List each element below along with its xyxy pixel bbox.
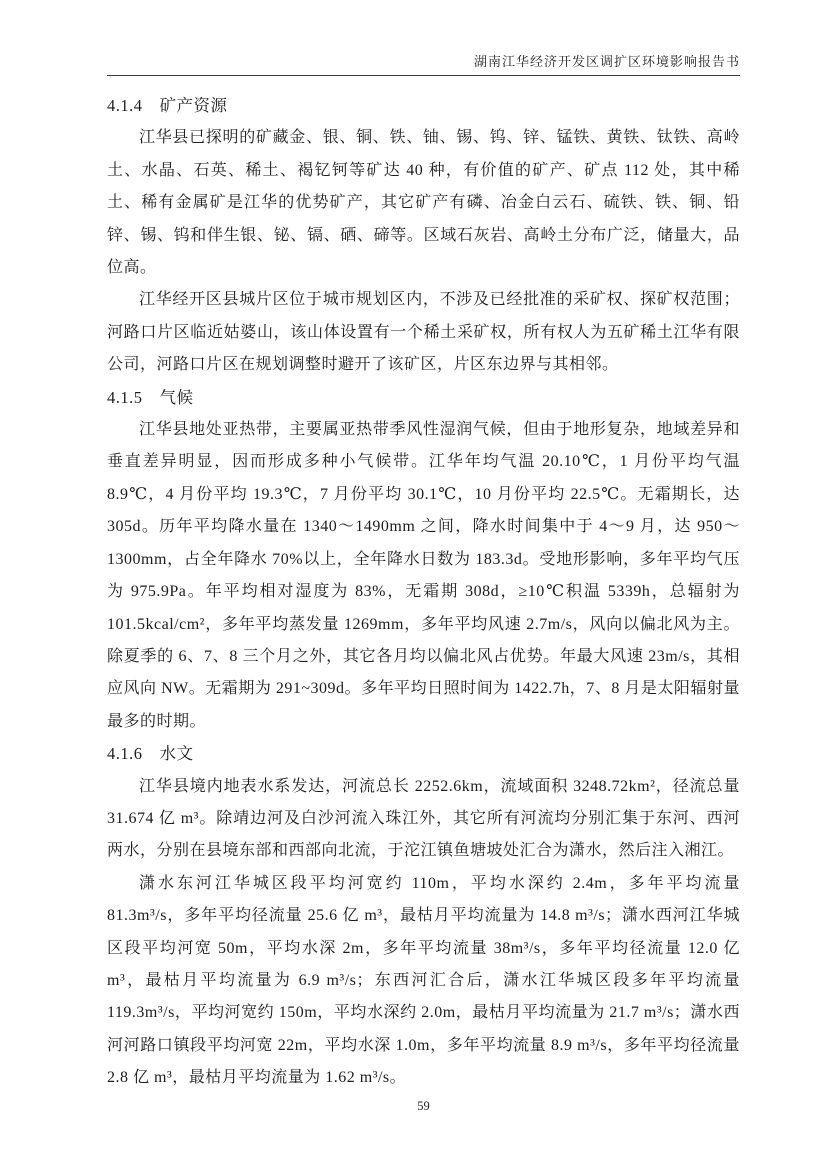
- header-divider: [107, 75, 740, 76]
- paragraph-mineral-resources-2: 江华经开区县城片区位于城市规划区内，不涉及已经批准的采矿权、探矿权范围；河路口片区临近姑婆山，该山体设置有一个稀土采矿权，所有权人为五矿稀土江华有限公司，河路口片区在规划调整时避开了该矿区，片区东边界与其相邻。: [107, 291, 740, 374]
- paragraph-hydrology-1: 江华县境内地表水系发达，河流总长 2252.6km，流域面积 3248.72km²，径流总量 31.674 亿 m³。除靖边河及白沙河流入珠江外，其它所有河流均分别汇集于东河、西河两水，分别在县境东部和西部向北流，于沱江镇鱼塘坡处汇合为潇水，然后注入湘江。: [107, 777, 740, 860]
- paragraph-climate-1: 江华县地处亚热带，主要属亚热带季风性湿润气候，但由于地形复杂，地域差异和垂直差异明显，因而形成多种小气候带。江华年均气温 20.10℃，1 月份平均气温 8.9℃，4 月份平均 19.3℃，7 月份平均 30.1℃，10 月份平均 22.5℃。无霜期长，达 305d。历年平均降水量在 1340～1490mm 之间，降水时间集中于 4～9 月，达 950～1300mm，占全年降水 70%以上，全年降水日数为 183.3d。受地形影响，多年平均气压为 975.9Pa。年平均相对湿度为 83%，无霜期 308d，≥10℃积温 5339h，总辐射为 101.5kcal/cm²，多年平均蒸发量 1269mm，多年平均风速 2.7m/s，风向以偏北风为主。除夏季的 6、7、8 三个月之外，其它各月均以偏北风占优势。年最大风速 23m/s，其相应风向 NW。无霜期为 291~309d。多年平均日照时间为 1422.7h，7、8 月是太阳辐射量最多的时期。: [107, 421, 740, 730]
- document-body: [107, 90, 740, 1095]
- page-number: 59: [417, 1099, 430, 1113]
- page-footer: [107, 1099, 740, 1114]
- section-heading-climate: 4.1.5 气候: [107, 387, 194, 407]
- section-heading-mineral-resources: 4.1.4 矿产资源: [107, 96, 228, 115]
- page-header: [107, 0, 740, 76]
- running-head-title: 湖南江华经济开发区调扩区环境影响报告书: [473, 54, 740, 69]
- paragraph-hydrology-2: 潇水东河江华城区段平均河宽约 110m，平均水深约 2.4m，多年平均流量 81.3m³/s，多年平均径流量 25.6 亿 m³，最枯月平均流量为 14.8 m³/s；潇水西河江华城区段平均河宽 50m，平均水深 2m，多年平均流量 38m³/s，多年平均径流量 12.0 亿 m³，最枯月平均流量为 6.9 m³/s；东西河汇合后，潇水江华城区段多年平均流量 119.3m³/s，平均河宽约 150m，平均水深约 2.0m，最枯月平均流量为 21.7 m³/s；潇水西河河路口镇段平均河宽 22m，平均水深 1.0m，多年平均流量 8.9 m³/s，多年平均径流量 2.8 亿 m³，最枯月平均流量为 1.62 m³/s。: [107, 874, 740, 1087]
- section-heading-hydrology: 4.1.6 水文: [107, 744, 194, 764]
- paragraph-mineral-resources-1: 江华县已探明的矿藏金、银、铜、铁、铀、锡、钨、锌、锰铁、黄铁、钛铁、高岭土、水晶、石英、稀土、褐钇钶等矿达 40 种，有价值的矿产、矿点 112 处，其中稀土、稀有金属矿是江华的优势矿产，其它矿产有磷、冶金白云石、硫铁、铁、铜、铅锌、锡、钨和伴生银、铋、镉、硒、碲等。区域石灰岩、高岭土分布广泛，储量大，品位高。: [107, 129, 740, 277]
